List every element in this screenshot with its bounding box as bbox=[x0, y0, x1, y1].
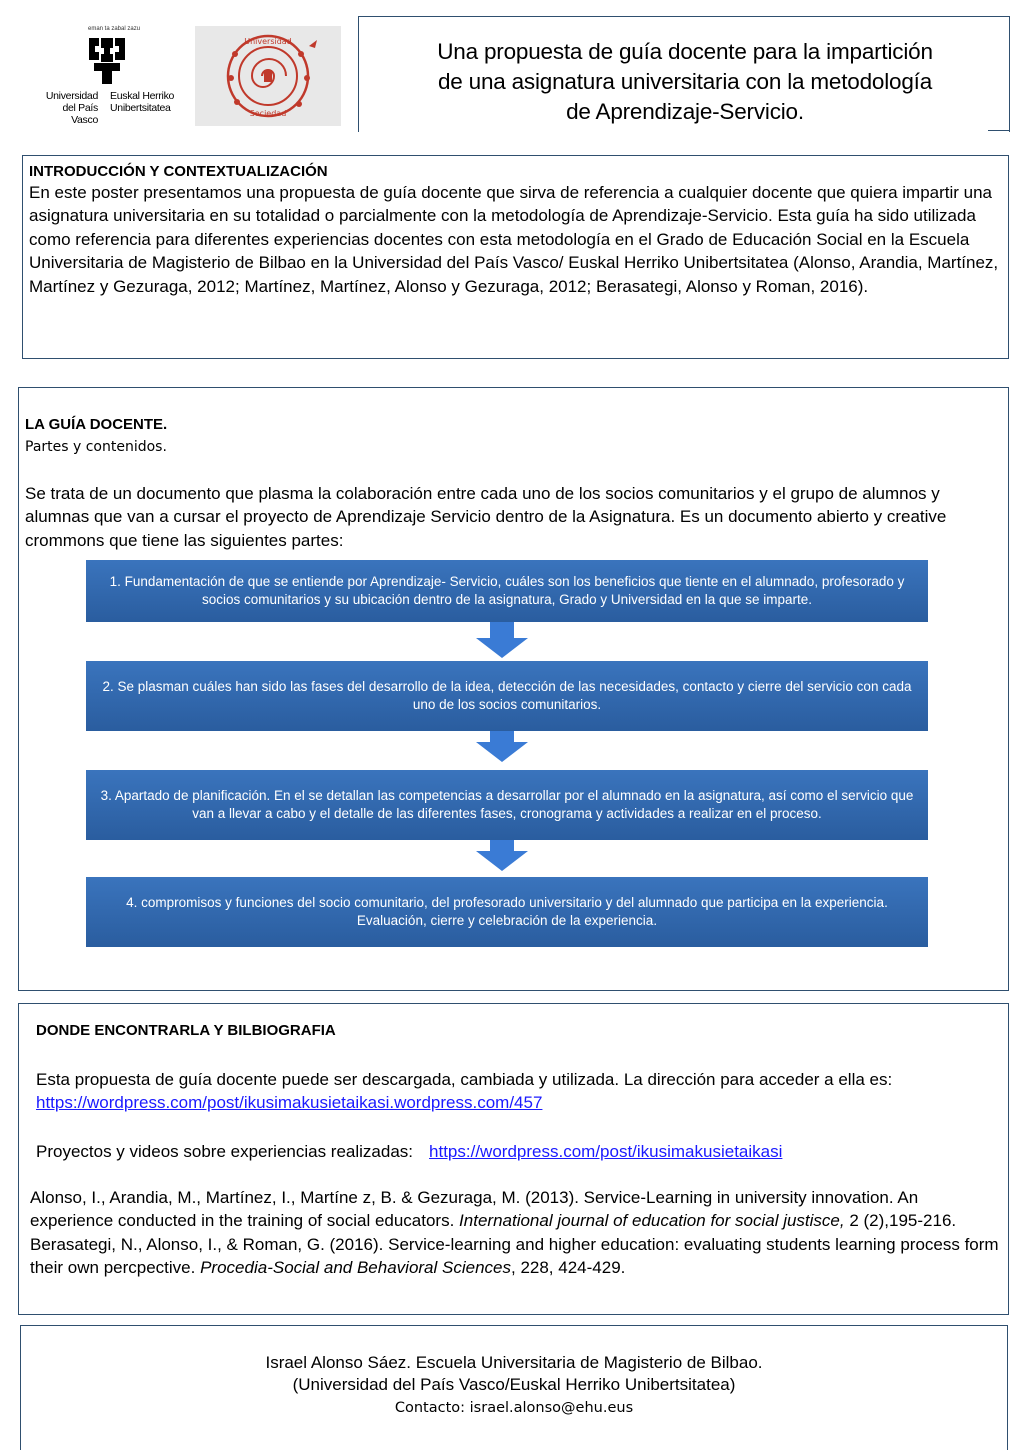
guide-heading: LA GUÍA DOCENTE. bbox=[25, 416, 168, 433]
projects-paragraph: Proyectos y videos sobre experiencias realizadas: https://wordpress.com/post/ikusimakusietaikasi bbox=[36, 1142, 783, 1161]
bibliography-heading: DONDE ENCONTRARLA Y BILBIOGRAFIA bbox=[36, 1022, 336, 1039]
reference-item: Alonso, I., Arandia, M., Martínez, I., Martíne z, B. & Gezuraga, M. (2013). Service-Learning in university innovation. An experience conducted in the training of social educators. International journal of education for social justisce, 2 (2),195-216. bbox=[30, 1188, 957, 1231]
intro-text: En este poster presentamos una propuesta de guía docente que sirva de referencia a cualquier docente que quiera impartir una asignatura universitaria en su totalidad o parcialmente con la metodología de Aprendizaje-Servicio. Esta guía ha sido utilizada como referencia para diferentes experiencias docentes con esta metodología en el Grado de Educación Social en la Escuela Universitaria de Magisterio de Bilbao en la Universidad del País Vasco/ Euskal Herriko Unibertsitatea (Alonso, Arandia, Martínez, Martínez y Gezuraga, 2012; Martínez, Martínez, Alonso y Gezuraga, 2012; Berasategi, Alonso y Roman, 2016). bbox=[29, 183, 999, 296]
guide-subheading: Partes y contenidos. bbox=[25, 439, 167, 455]
guide-step-1: 1. Fundamentación de que se entiende por Aprendizaje- Servicio, cuáles son los beneficios que tiente en el alumnado, profesorado y socios comunitarios y su ubicación dentro de la asignatura, Grado y Universidad en la que se imparte. bbox=[86, 560, 928, 622]
reference-list bbox=[30, 1186, 1000, 1280]
projects-link[interactable]: https://wordpress.com/post/ikusimakusietaikasi bbox=[429, 1142, 783, 1161]
arrow-down-icon bbox=[476, 622, 528, 658]
spiral-icon bbox=[195, 26, 341, 126]
institution-line: (Universidad del País Vasco/Euskal Herriko Unibertsitatea) bbox=[292, 1375, 736, 1394]
guide-text: Se trata de un documento que plasma la colaboración entre cada uno de los socios comunitarios y el grupo de alumnos y alumnas que van a cursar el proyecto de Aprendizaje Servicio dentro de la Asignatura. Es un documento abierto y creative crommons que tiene las siguientes partes: bbox=[25, 484, 947, 550]
title-box bbox=[358, 16, 1010, 132]
intro-section bbox=[22, 155, 1009, 359]
upv-emblem-icon bbox=[86, 36, 128, 86]
guide-step-4: 4. compromisos y funciones del socio comunitario, del profesorado universitario y del alumnado que participa en la experiencia. Evaluación, cierre y celebración de la experiencia. bbox=[86, 877, 928, 947]
guide-section bbox=[18, 387, 1009, 991]
guide-link[interactable]: https://wordpress.com/post/ikusimakusietaikasi.wordpress.com/457 bbox=[36, 1093, 543, 1113]
us-logo-bottom-word: Sociedad bbox=[249, 109, 287, 118]
upv-logo bbox=[38, 26, 178, 126]
arrow-down-icon bbox=[476, 726, 528, 762]
guide-step-2: 2. Se plasman cuáles han sido las fases del desarrollo de la idea, detección de las necesidades, contacto y cierre del servicio con cada uno de los socios comunitarios. bbox=[86, 661, 928, 731]
download-paragraph: Esta propuesta de guía docente puede ser descargada, cambiada y utilizada. La dirección para acceder a ella es:https://wordpress.com/post/ikusimakusietaikasi.wordpress.com/457 bbox=[36, 1070, 893, 1113]
guide-step-3: 3. Apartado de planificación. En el se detallan las competencias a desarrollar por el alumnado en la asignatura, así como el servicio que van a llevar a cabo y el detalle de las diferentes fases, cronograma y actividades a realizar en el proceso. bbox=[86, 770, 928, 840]
poster-title: Una propuesta de guía docente para la impartición de una asignatura universitaria con la metodología de Aprendizaje-Servicio. bbox=[437, 39, 933, 124]
bibliography-section bbox=[18, 1003, 1009, 1315]
title-box-corner bbox=[988, 130, 1010, 131]
intro-heading: INTRODUCCIÓN Y CONTEXTUALIZACIÓN bbox=[29, 163, 328, 180]
contact-line: Contacto: israel.alonso@ehu.eus bbox=[394, 1400, 634, 1416]
upv-motto: eman ta zabal zazu bbox=[88, 26, 141, 32]
author-line: Israel Alonso Sáez. Escuela Universitaria de Magisterio de Bilbao. bbox=[265, 1353, 763, 1372]
universidad-sociedad-logo bbox=[195, 26, 341, 126]
reference-item: Berasategi, N., Alonso, I., & Roman, G. (2016). Service-learning and higher education: evaluating students learning process form their own percpective. Procedia-Social and Behavioral Sciences, 228, 424-429. bbox=[30, 1234, 999, 1278]
arrow-down-icon bbox=[476, 835, 528, 871]
upv-name-eu: Euskal Herriko Unibertsitatea bbox=[110, 90, 175, 114]
us-logo-top-word: Universidad bbox=[244, 37, 292, 46]
author-footer bbox=[20, 1325, 1008, 1450]
upv-name-es: Universidad del País Vasco bbox=[45, 90, 98, 126]
